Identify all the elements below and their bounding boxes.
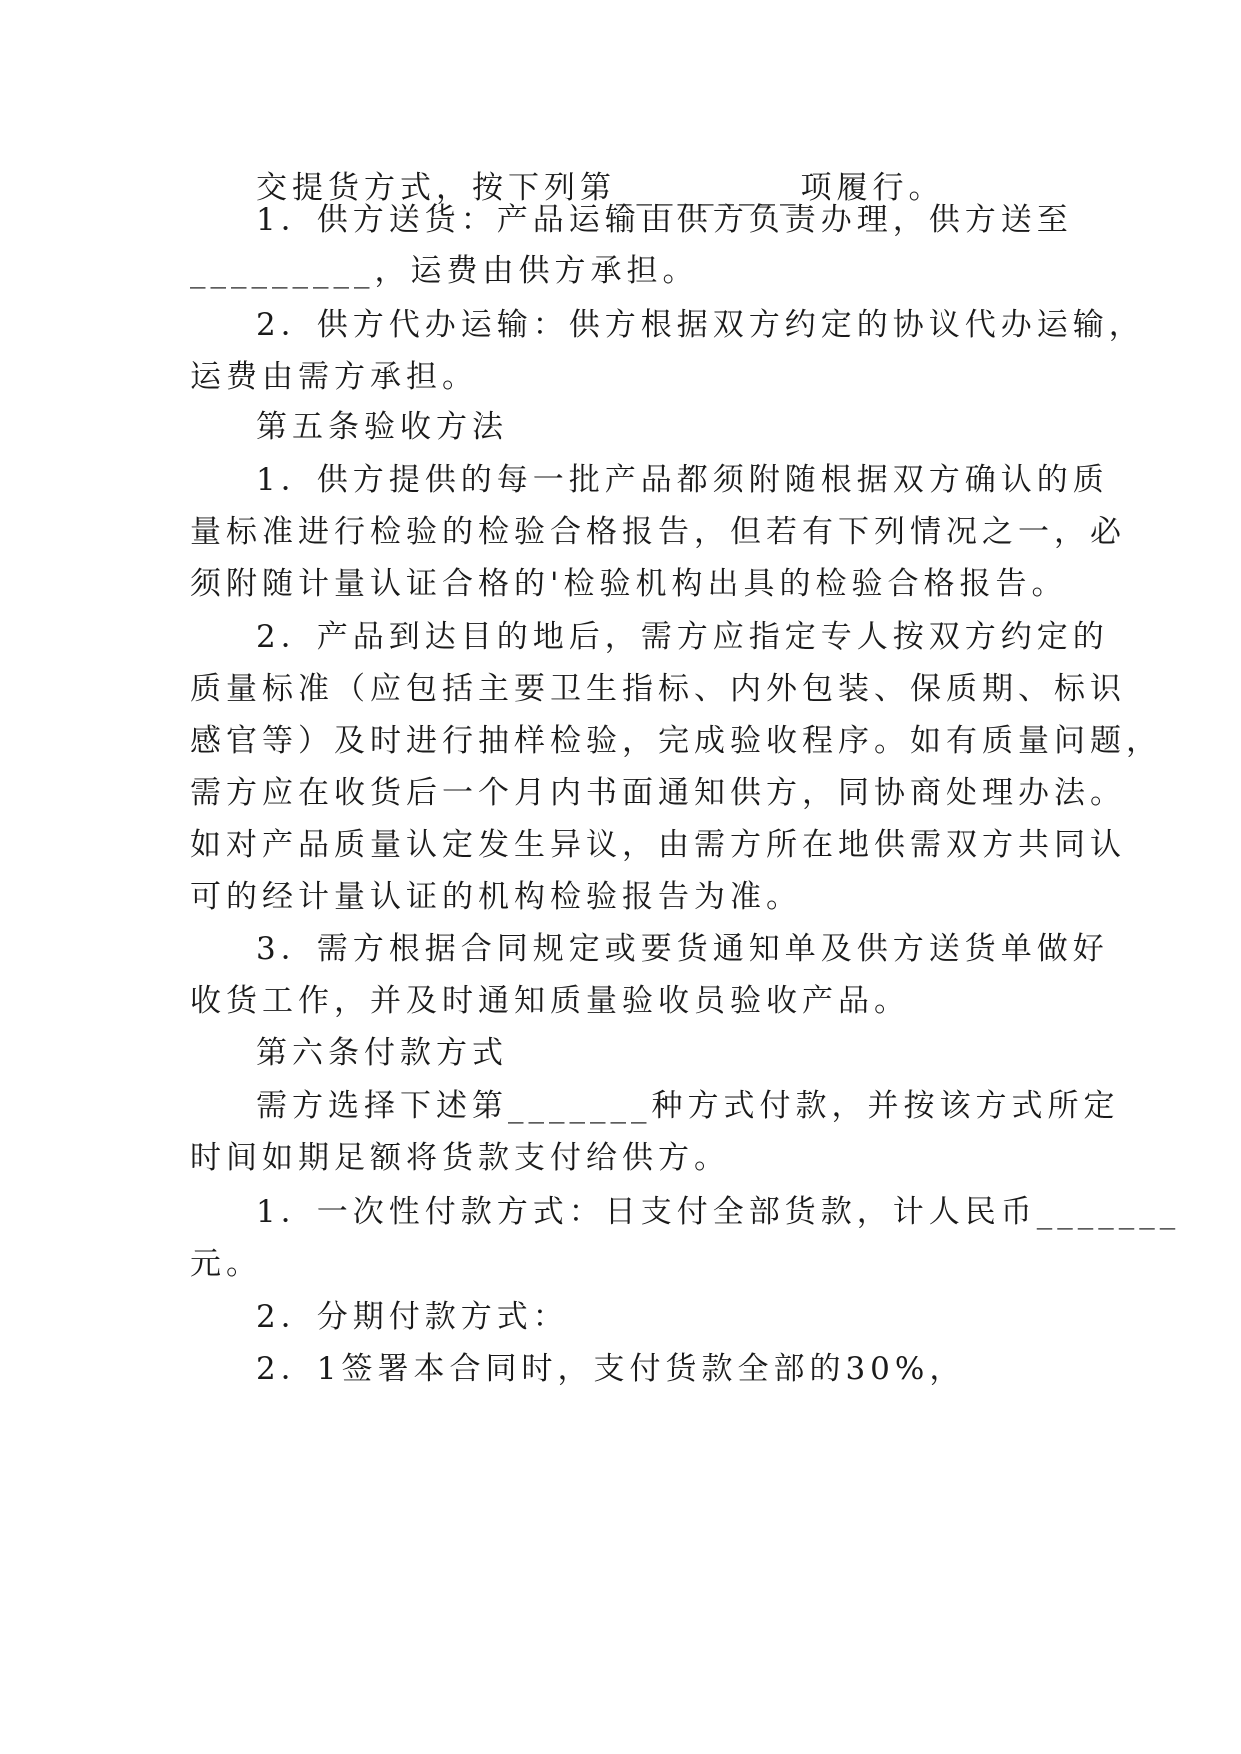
paragraph-delivery-method: 交提货方式，按下列第_________项履行。 [256, 170, 945, 206]
paragraph-line: 须附随计量认证合格的'检验机构出具的检验合格报告。 [190, 566, 1068, 602]
paragraph-payment-choice: 需方选择下述第_______种方式付款，并按该方式所定 [256, 1088, 1120, 1124]
paragraph-line: 时间如期足额将货款支付给供方。 [190, 1140, 730, 1176]
paragraph-line: 可的经计量认证的机构检验报告为准。 [190, 879, 802, 915]
paragraph-inspection-1: 1．供方提供的每一批产品都须附随根据双方确认的质 [256, 462, 1109, 498]
section-heading-article-6: 第六条付款方式 [256, 1035, 508, 1071]
paragraph-line: _________，运费由供方承担。 [190, 253, 699, 289]
paragraph-lump-sum: 1．一次性付款方式：日支付全部货款，计人民币_______ [256, 1194, 1181, 1230]
paragraph-line: 如对产品质量认定发生异议，由需方所在地供需双方共同认 [190, 827, 1126, 863]
paragraph-line: 量标准进行检验的检验合格报告，但若有下列情况之一，必 [190, 514, 1126, 550]
paragraph-line: 质量标准（应包括主要卫生指标、内外包装、保质期、标识 [190, 671, 1126, 707]
paragraph-line: 收货工作，并及时通知质量验收员验收产品。 [190, 983, 910, 1019]
paragraph-inspection-2: 2．产品到达目的地后，需方应指定专人按双方约定的 [256, 619, 1109, 655]
paragraph-line: 运费由需方承担。 [190, 359, 478, 395]
paragraph-installment: 2．分期付款方式： [256, 1299, 569, 1335]
section-heading-article-5: 第五条验收方法 [256, 409, 508, 445]
paragraph-supplier-delivery: 1．供方送货：产品运输由供方负责办理，供方送至 [256, 202, 1073, 238]
paragraph-line: 感官等）及时进行抽样检验，完成验收程序。如有质量问题， [190, 723, 1162, 759]
paragraph-line: 元。 [190, 1246, 262, 1282]
paragraph-supplier-transport: 2．供方代办运输：供方根据双方约定的协议代办运输， [256, 307, 1145, 343]
paragraph-inspection-3: 3．需方根据合同规定或要货通知单及供方送货单做好 [256, 931, 1109, 967]
paragraph-line: 需方应在收货后一个月内书面通知供方，同协商处理办法。 [190, 775, 1126, 811]
paragraph-installment-2-1: 2．1签署本合同时，支付货款全部的30%， [256, 1351, 966, 1387]
